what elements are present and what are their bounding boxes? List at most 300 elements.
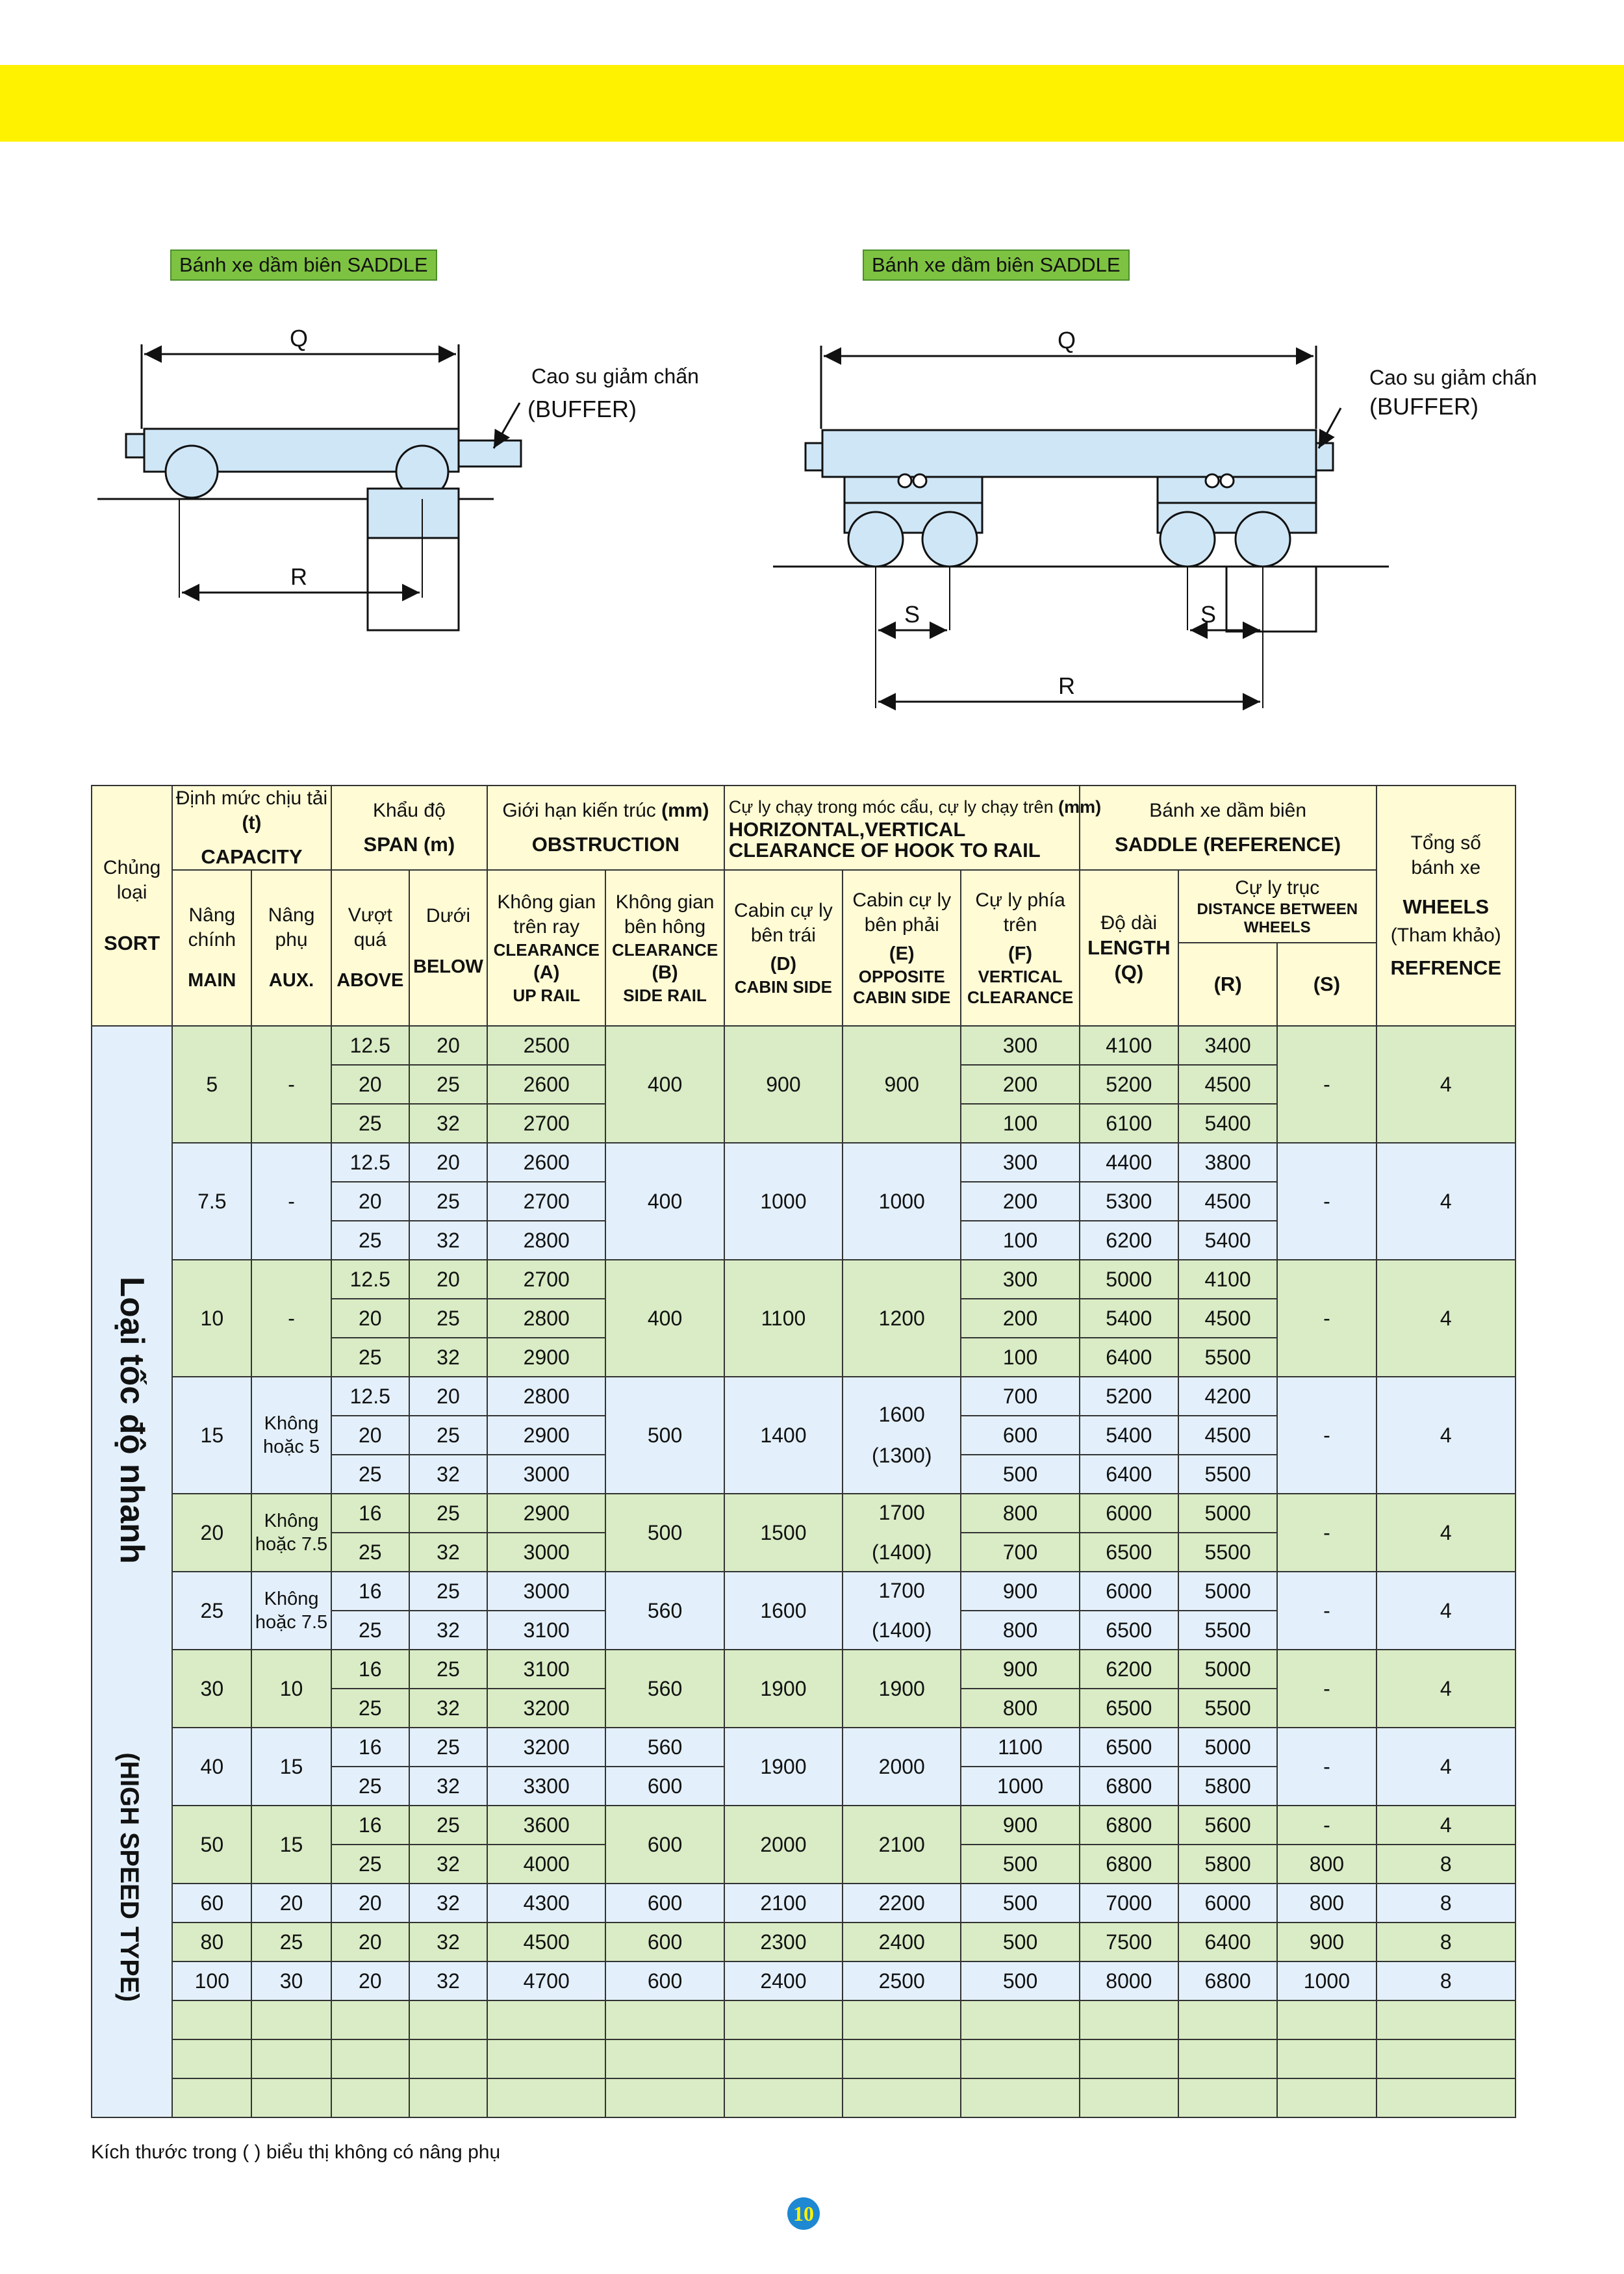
wheels-cell: 8 (1377, 1961, 1516, 2000)
clearance-e-cell: 2000 (843, 1728, 961, 1806)
clearance-f-cell: 500 (961, 1884, 1079, 1923)
length-q-cell: 5000 (1080, 1260, 1178, 1299)
header-below-en: BELOW (413, 956, 483, 977)
clearance-d-cell: 2100 (724, 1884, 843, 1923)
table-row (92, 1494, 1516, 1533)
left-q-label: Q (289, 325, 309, 351)
clearance-a-cell: 2800 (487, 1299, 605, 1338)
header-clearance-d (724, 870, 843, 1026)
clearance-f-cell: 1000 (961, 1767, 1079, 1806)
length-q-cell: 4400 (1080, 1143, 1178, 1182)
wheels-cell: 8 (1377, 1884, 1516, 1923)
span-above-cell: 12.5 (331, 1260, 409, 1299)
header-span (331, 786, 487, 870)
header-length-code: (Q) (1114, 961, 1144, 984)
clearance-a-cell: 2800 (487, 1377, 605, 1416)
empty-cell (1178, 2000, 1277, 2039)
empty-cell (724, 2039, 843, 2078)
header-below (409, 870, 487, 1026)
span-below-cell: 32 (409, 1845, 487, 1884)
header-b-en1: CLEARANCE (611, 940, 718, 960)
header-distance (1178, 870, 1377, 1026)
clearance-a-cell: 2600 (487, 1143, 605, 1182)
empty-cell (961, 2078, 1079, 2117)
clearance-f-cell: 800 (961, 1494, 1079, 1533)
header-clearance (724, 786, 1102, 870)
capacity-main-cell: 10 (172, 1260, 251, 1377)
clearance-a-cell: 2700 (487, 1260, 605, 1299)
empty-cell (487, 2039, 605, 2078)
empty-cell (605, 2000, 724, 2039)
length-q-cell: 6200 (1080, 1650, 1178, 1689)
clearance-e-cell (843, 1572, 961, 1650)
distance-r-cell: 4500 (1178, 1416, 1277, 1455)
right-saddle-diagram (773, 346, 1389, 708)
clearance-e-cell: 2500 (843, 1961, 961, 2000)
clearance-b-cell: 600 (605, 1767, 724, 1806)
distance-r-cell: 5000 (1178, 1728, 1277, 1767)
header-s-code: (S) (1313, 973, 1341, 995)
table-header (92, 786, 1516, 1026)
clearance-a-cell: 4300 (487, 1884, 605, 1923)
empty-cell (1080, 2078, 1178, 2117)
length-q-cell: 6500 (1080, 1728, 1178, 1767)
span-below-cell: 25 (409, 1806, 487, 1845)
distance-r-cell: 5400 (1178, 1104, 1277, 1143)
clearance-b-cell: 600 (605, 1961, 724, 2000)
span-above-cell: 25 (331, 1533, 409, 1572)
distance-r-cell: 3400 (1178, 1026, 1277, 1065)
left-saddle-tag: Bánh xe dầm biên SADDLE (170, 249, 437, 281)
distance-r-cell: 4200 (1178, 1377, 1277, 1416)
span-above-cell: 12.5 (331, 1377, 409, 1416)
span-above-cell: 20 (331, 1961, 409, 2000)
clearance-b-cell: 500 (605, 1494, 724, 1572)
left-buffer-en: (BUFFER) (527, 396, 637, 422)
distance-r-cell: 3800 (1178, 1143, 1277, 1182)
header-sort-vn: Chủng loại (103, 857, 161, 903)
clearance-a-cell: 3100 (487, 1650, 605, 1689)
header-above (331, 870, 409, 1026)
empty-cell (409, 2000, 487, 2039)
clearance-a-cell: 2900 (487, 1338, 605, 1377)
span-below-cell: 25 (409, 1494, 487, 1533)
header-obstruction-vn: Giới hạn kiến trúc (mm) (502, 800, 709, 821)
clearance-e-cell: 1000 (843, 1143, 961, 1260)
distance-s-cell: - (1277, 1728, 1376, 1806)
empty-cell (331, 2000, 409, 2039)
header-b-en2: SIDE RAIL (623, 986, 707, 1005)
span-below-cell: 20 (409, 1260, 487, 1299)
distance-r-cell: 6400 (1178, 1923, 1277, 1961)
span-above-cell: 25 (331, 1767, 409, 1806)
distance-s-cell: - (1277, 1572, 1376, 1650)
distance-s-cell: - (1277, 1494, 1376, 1572)
span-above-cell: 20 (331, 1923, 409, 1961)
clearance-d-cell: 900 (724, 1026, 843, 1143)
capacity-main-cell: 7.5 (172, 1143, 251, 1260)
clearance-a-cell: 3300 (487, 1767, 605, 1806)
distance-r-cell: 5500 (1178, 1533, 1277, 1572)
wheels-cell: 4 (1377, 1650, 1516, 1728)
clearance-f-cell: 700 (961, 1533, 1079, 1572)
clearance-f-cell: 800 (961, 1611, 1079, 1650)
empty-cell (487, 2000, 605, 2039)
header-distance-en: DISTANCE BETWEEN WHEELS (1197, 901, 1358, 936)
distance-s-cell: - (1277, 1260, 1376, 1377)
clearance-a-cell: 3200 (487, 1689, 605, 1728)
header-clearance-vn: Cự ly chạy trong móc cẩu, cự ly chạy trên (mm) (728, 797, 1102, 817)
header-b-code: (B) (652, 962, 678, 983)
clearance-e-value: 1700 (878, 1579, 925, 1602)
clearance-d-cell: 1600 (724, 1572, 843, 1650)
span-above-cell: 12.5 (331, 1026, 409, 1065)
empty-cell (251, 2039, 331, 2078)
table-row (92, 1806, 1516, 1845)
empty-cell (1377, 2039, 1516, 2078)
header-below-vn: Dưới (425, 905, 471, 926)
clearance-a-cell: 3600 (487, 1806, 605, 1845)
clearance-f-cell: 300 (961, 1143, 1079, 1182)
empty-cell (1080, 2000, 1178, 2039)
distance-r-cell: 5500 (1178, 1338, 1277, 1377)
table-row (92, 1884, 1516, 1923)
header-aux (251, 870, 331, 1026)
empty-cell (1277, 2039, 1376, 2078)
span-below-cell: 32 (409, 1104, 487, 1143)
clearance-a-cell: 2700 (487, 1104, 605, 1143)
header-main-vn: Nâng chính (188, 904, 236, 951)
header-above-vn: Vượt quá (348, 904, 392, 951)
header-sort-en: SORT (104, 932, 160, 954)
distance-s-cell: - (1277, 1650, 1376, 1728)
empty-cell (1080, 2039, 1178, 2078)
right-r-label: R (1058, 672, 1075, 699)
length-q-cell: 6000 (1080, 1572, 1178, 1611)
clearance-f-cell: 200 (961, 1182, 1079, 1221)
capacity-aux-cell: 30 (251, 1961, 331, 2000)
header-clearance-e (843, 870, 961, 1026)
length-q-cell: 6800 (1080, 1845, 1178, 1884)
clearance-b-cell: 600 (605, 1923, 724, 1961)
saddle-drawing (0, 234, 1624, 728)
empty-cell (409, 2039, 487, 2078)
wheels-cell: 4 (1377, 1260, 1516, 1377)
clearance-e-cell: 1200 (843, 1260, 961, 1377)
header-clearance-en1: HORIZONTAL,VERTICAL (728, 818, 966, 841)
capacity-aux-cell: - (251, 1260, 331, 1377)
clearance-e-cell (843, 1377, 961, 1494)
clearance-d-cell: 1400 (724, 1377, 843, 1494)
header-distance-vn: Cự ly trục (1235, 877, 1320, 899)
length-q-cell: 8000 (1080, 1961, 1178, 2000)
clearance-a-cell: 4700 (487, 1961, 605, 2000)
span-above-cell: 25 (331, 1455, 409, 1494)
header-sort (92, 786, 172, 1026)
length-q-cell: 6000 (1080, 1494, 1178, 1533)
span-below-cell: 20 (409, 1026, 487, 1065)
header-wheels-vn: Tổng số bánh xe (1410, 832, 1481, 878)
distance-r-cell: 5800 (1178, 1767, 1277, 1806)
length-q-cell: 4100 (1080, 1026, 1178, 1065)
capacity-aux-cell: 15 (251, 1806, 331, 1884)
span-above-cell: 16 (331, 1650, 409, 1689)
span-above-cell: 25 (331, 1221, 409, 1260)
distance-r-cell: 5400 (1178, 1221, 1277, 1260)
capacity-aux-cell: 15 (251, 1728, 331, 1806)
span-above-cell: 20 (331, 1182, 409, 1221)
wheels-cell: 4 (1377, 1728, 1516, 1806)
empty-cell (172, 2078, 251, 2117)
saddle-diagrams (0, 234, 1624, 728)
span-below-cell: 20 (409, 1377, 487, 1416)
header-aux-vn: Nâng phụ (268, 904, 315, 951)
specification-table (91, 785, 1516, 2118)
specification-table-wrapper (91, 785, 1516, 2118)
clearance-b-cell: 600 (605, 1806, 724, 1884)
distance-s-cell: 800 (1277, 1884, 1376, 1923)
clearance-f-cell: 300 (961, 1026, 1079, 1065)
length-q-cell: 5200 (1080, 1065, 1178, 1104)
clearance-d-cell: 2000 (724, 1806, 843, 1884)
header-e-vn: Cabin cự ly bên phải (852, 889, 952, 936)
header-wheels-ref-en: REFRENCE (1390, 956, 1502, 979)
distance-r-cell: 5500 (1178, 1455, 1277, 1494)
clearance-f-cell: 600 (961, 1416, 1079, 1455)
distance-s-cell: 900 (1277, 1923, 1376, 1961)
clearance-f-cell: 1100 (961, 1728, 1079, 1767)
span-above-cell: 25 (331, 1689, 409, 1728)
empty-cell (961, 2000, 1079, 2039)
clearance-b-cell: 560 (605, 1650, 724, 1728)
empty-cell (1377, 2078, 1516, 2117)
header-d-code: (D) (770, 954, 797, 975)
clearance-b-cell: 560 (605, 1572, 724, 1650)
capacity-aux-cell: Không hoặc 7.5 (251, 1572, 331, 1650)
header-b-vn: Không gian bên hông (615, 891, 715, 938)
empty-row (92, 2039, 1516, 2078)
clearance-d-cell: 1500 (724, 1494, 843, 1572)
clearance-f-cell: 300 (961, 1260, 1079, 1299)
span-below-cell: 25 (409, 1572, 487, 1611)
table-row (92, 1377, 1516, 1416)
capacity-main-cell: 5 (172, 1026, 251, 1143)
clearance-b-cell: 560 (605, 1728, 724, 1767)
distance-r-cell: 5600 (1178, 1806, 1277, 1845)
clearance-e-cell: 2100 (843, 1806, 961, 1884)
capacity-aux-cell: 25 (251, 1923, 331, 1961)
header-wheels-en: WHEELS (1402, 895, 1490, 918)
clearance-e-alt-value: (1400) (871, 1618, 932, 1642)
clearance-b-cell: 400 (605, 1026, 724, 1143)
clearance-a-cell: 4500 (487, 1923, 605, 1961)
length-q-cell: 6800 (1080, 1806, 1178, 1845)
length-q-cell: 6800 (1080, 1767, 1178, 1806)
span-above-cell: 25 (331, 1845, 409, 1884)
table-row (92, 1650, 1516, 1689)
empty-cell (1377, 2000, 1516, 2039)
header-obstruction (487, 786, 724, 870)
header-e-code: (E) (889, 943, 915, 964)
span-above-cell: 20 (331, 1884, 409, 1923)
header-f-en2: CLEARANCE (967, 988, 1074, 1007)
capacity-main-cell: 80 (172, 1923, 251, 1961)
header-clearance-b (605, 870, 724, 1026)
header-span-vn: Khẩu độ (372, 800, 446, 821)
length-q-cell: 6400 (1080, 1338, 1178, 1377)
span-below-cell: 32 (409, 1533, 487, 1572)
capacity-aux-cell: - (251, 1143, 331, 1260)
length-q-cell: 6100 (1080, 1104, 1178, 1143)
capacity-main-cell: 30 (172, 1650, 251, 1728)
empty-cell (1178, 2039, 1277, 2078)
clearance-d-cell: 1900 (724, 1650, 843, 1728)
span-below-cell: 32 (409, 1455, 487, 1494)
length-q-cell: 6500 (1080, 1611, 1178, 1650)
distance-r-cell: 5000 (1178, 1650, 1277, 1689)
sort-label-vn: Loại tốc độ nhanh (113, 1276, 152, 1564)
distance-r-cell: 4500 (1178, 1182, 1277, 1221)
header-capacity (172, 786, 331, 870)
header-f-vn: Cự ly phía trên (975, 889, 1065, 936)
distance-r-cell: 6000 (1178, 1884, 1277, 1923)
empty-cell (605, 2039, 724, 2078)
clearance-e-cell (843, 1494, 961, 1572)
clearance-e-cell: 2200 (843, 1884, 961, 1923)
distance-r-cell: 4500 (1178, 1065, 1277, 1104)
span-below-cell: 25 (409, 1416, 487, 1455)
right-buffer-en: (BUFFER) (1369, 393, 1478, 420)
capacity-aux-cell: 10 (251, 1650, 331, 1728)
clearance-b-cell: 400 (605, 1143, 724, 1260)
header-f-en1: VERTICAL (978, 967, 1063, 986)
clearance-a-cell: 2900 (487, 1494, 605, 1533)
clearance-d-cell: 2400 (724, 1961, 843, 2000)
table-body (92, 1026, 1516, 2117)
span-above-cell: 20 (331, 1065, 409, 1104)
empty-cell (961, 2039, 1079, 2078)
clearance-f-cell: 700 (961, 1377, 1079, 1416)
clearance-e-alt-value: (1400) (871, 1540, 932, 1564)
empty-cell (843, 2000, 961, 2039)
wheels-cell: 4 (1377, 1572, 1516, 1650)
capacity-main-cell: 25 (172, 1572, 251, 1650)
header-wheels-ref-vn: (Tham khảo) (1390, 925, 1501, 946)
header-e-en2: CABIN SIDE (853, 988, 951, 1007)
distance-r-cell: 5800 (1178, 1845, 1277, 1884)
clearance-d-cell: 1000 (724, 1143, 843, 1260)
wheels-cell: 4 (1377, 1377, 1516, 1494)
span-above-cell: 25 (331, 1104, 409, 1143)
header-f-code: (F) (1008, 943, 1033, 964)
left-saddle-diagram (97, 344, 521, 630)
empty-cell (724, 2078, 843, 2117)
length-q-cell: 6400 (1080, 1455, 1178, 1494)
distance-r-cell: 5000 (1178, 1494, 1277, 1533)
clearance-f-cell: 900 (961, 1650, 1079, 1689)
header-a-code: (A) (533, 962, 560, 983)
table-row (92, 1143, 1516, 1182)
empty-cell (843, 2039, 961, 2078)
empty-row (92, 2078, 1516, 2117)
capacity-main-cell: 60 (172, 1884, 251, 1923)
header-wheels (1377, 786, 1516, 1026)
clearance-b-cell: 500 (605, 1377, 724, 1494)
length-q-cell: 6200 (1080, 1221, 1178, 1260)
empty-cell (843, 2078, 961, 2117)
clearance-e-cell: 1900 (843, 1650, 961, 1728)
capacity-aux-cell: Không hoặc 7.5 (251, 1494, 331, 1572)
distance-r-cell: 5500 (1178, 1611, 1277, 1650)
clearance-f-cell: 100 (961, 1221, 1079, 1260)
empty-cell (172, 2000, 251, 2039)
right-buffer-vn: Cao su giảm chấn (1369, 366, 1537, 389)
capacity-main-cell: 100 (172, 1961, 251, 2000)
table-row (92, 1260, 1516, 1299)
distance-r-cell: 5000 (1178, 1572, 1277, 1611)
header-length-vn: Độ dài (1100, 912, 1158, 934)
length-q-cell: 7000 (1080, 1884, 1178, 1923)
clearance-a-cell: 3200 (487, 1728, 605, 1767)
distance-s-cell: - (1277, 1806, 1376, 1845)
span-below-cell: 32 (409, 1689, 487, 1728)
header-span-en: SPAN (m) (363, 833, 455, 856)
clearance-e-alt-value: (1300) (871, 1444, 932, 1467)
clearance-f-cell: 500 (961, 1845, 1079, 1884)
length-q-cell: 5400 (1080, 1299, 1178, 1338)
header-d-vn: Cabin cự ly bên trái (734, 900, 833, 946)
header-saddle-vn: Bánh xe dầm biên (1149, 800, 1307, 821)
empty-cell (487, 2078, 605, 2117)
span-above-cell: 25 (331, 1338, 409, 1377)
clearance-f-cell: 900 (961, 1572, 1079, 1611)
wheels-cell: 8 (1377, 1845, 1516, 1884)
table-row (92, 1728, 1516, 1767)
empty-row (92, 2000, 1516, 2039)
clearance-a-cell: 2700 (487, 1182, 605, 1221)
header-obstruction-en: OBSTRUCTION (531, 833, 680, 856)
span-above-cell: 16 (331, 1572, 409, 1611)
header-a-en1: CLEARANCE (493, 940, 600, 960)
capacity-aux-cell: Không hoặc 5 (251, 1377, 331, 1494)
span-below-cell: 25 (409, 1182, 487, 1221)
header-a-en2: UP RAIL (513, 986, 580, 1005)
span-above-cell: 16 (331, 1728, 409, 1767)
header-main-en: MAIN (188, 970, 236, 991)
table-row (92, 1961, 1516, 2000)
header-above-en: ABOVE (336, 970, 404, 991)
clearance-e-value: 1700 (878, 1501, 925, 1524)
clearance-d-cell: 1900 (724, 1728, 843, 1806)
sort-label-en: (HIGH SPEED TYPE) (114, 1752, 144, 2002)
clearance-f-cell: 100 (961, 1338, 1079, 1377)
header-yellow-band (0, 65, 1624, 142)
distance-r-cell: 4500 (1178, 1299, 1277, 1338)
clearance-a-cell: 3100 (487, 1611, 605, 1650)
span-below-cell: 20 (409, 1143, 487, 1182)
empty-cell (1277, 2000, 1376, 2039)
capacity-main-cell: 20 (172, 1494, 251, 1572)
header-clearance-en2: CLEARANCE OF HOOK TO RAIL (728, 839, 1041, 862)
clearance-a-cell: 2900 (487, 1416, 605, 1455)
header-a-vn: Không gian trên ray (497, 891, 596, 938)
capacity-aux-cell: 20 (251, 1884, 331, 1923)
capacity-main-cell: 15 (172, 1377, 251, 1494)
header-aux-en: AUX. (268, 970, 314, 991)
header-e-en1: OPPOSITE (858, 967, 945, 986)
capacity-main-cell: 50 (172, 1806, 251, 1884)
empty-cell (605, 2078, 724, 2117)
